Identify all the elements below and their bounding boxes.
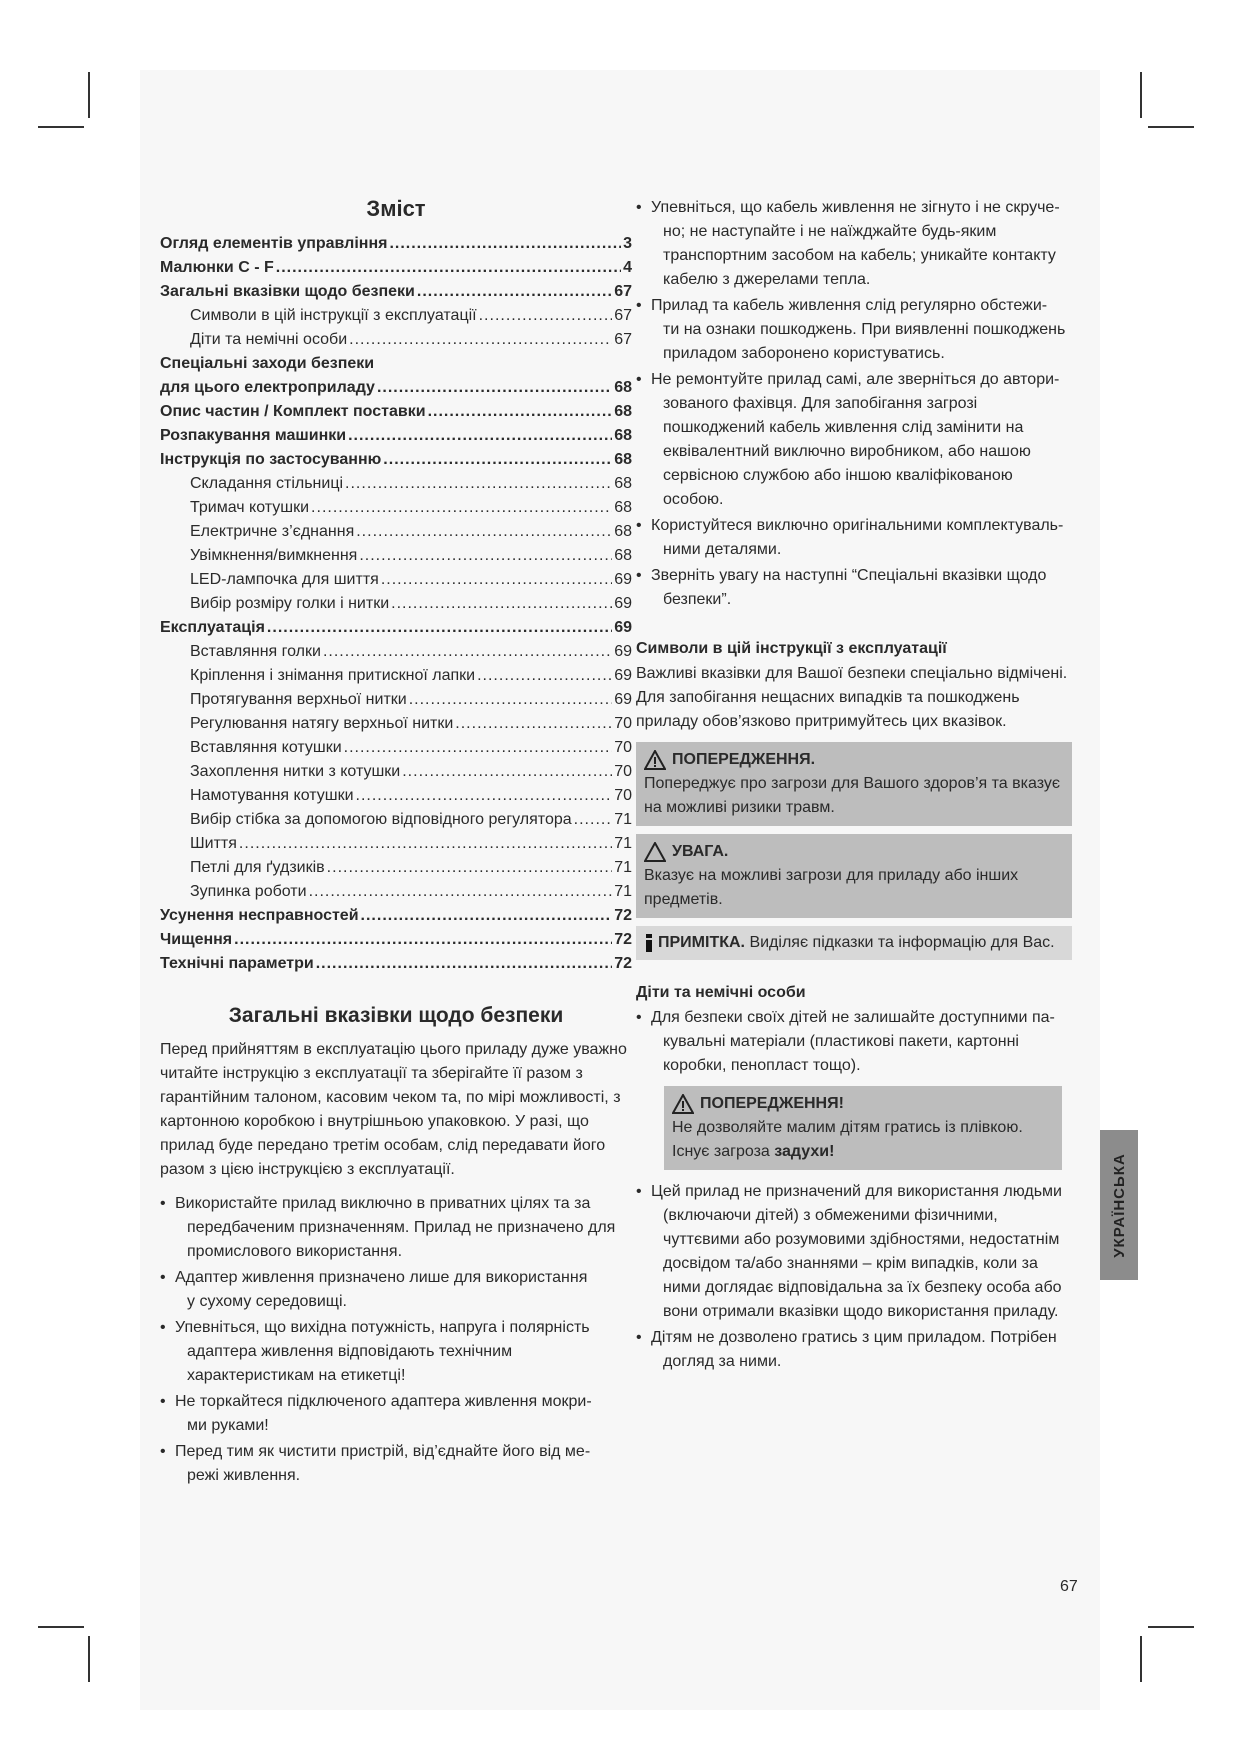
toc-entry <box>160 400 632 424</box>
list-item: • Зверніть увагу на наступні “Спеціальні вказівки щодо безпеки”. <box>636 564 1072 612</box>
crop-mark <box>1148 1626 1194 1628</box>
toc-entry-text: Загальні вказівки щодо безпеки <box>160 283 415 300</box>
toc-entry-text: Діти та немічні особи <box>190 331 348 348</box>
crop-mark <box>1140 72 1142 118</box>
toc-entry-text: Захоплення нитки з котушки <box>190 763 401 780</box>
toc-entry-page: 69 <box>614 595 632 612</box>
toc-leader-dots <box>455 712 612 736</box>
toc-entry-page: 68 <box>614 475 632 492</box>
warning-box <box>636 742 1072 826</box>
toc-leader-dots <box>345 472 612 496</box>
toc-entry-page: 70 <box>614 739 632 756</box>
toc-entry <box>160 376 632 400</box>
list-item: • Перед тим як чистити пристрій, від’єднайте його від ме- режі живлення. <box>160 1440 632 1488</box>
toc-leader-dots <box>359 544 612 568</box>
toc-entry <box>160 736 632 760</box>
toc-leader-dots <box>316 952 612 976</box>
crop-mark <box>1148 126 1194 128</box>
toc-entry-text: Розпакування машинки <box>160 427 347 444</box>
toc-leader-dots <box>323 640 612 664</box>
warning2-title: ПОПЕРЕДЖЕННЯ! <box>700 1095 844 1112</box>
toc-entry-page: 71 <box>614 835 632 852</box>
toc-entry-text: LED-лампочка для шиття <box>190 571 379 588</box>
toc-entry-text: Петлі для ґудзиків <box>190 859 325 876</box>
crop-mark <box>88 1636 90 1682</box>
toc-leader-dots <box>239 832 612 856</box>
toc-entry <box>160 760 632 784</box>
symbols-text: Важливі вказівки для Вашої безпеки спеціально відмічені. Для запобігання нещасних випадків та пошкоджень приладу обов’язково притримуйтесь цих вказівок. <box>636 665 1068 730</box>
note-box <box>636 926 1072 960</box>
list-item: • Упевніться, що вихідна потужність, напруга і полярність адаптера живлення відповідають технічним характеристикам на етикетці! <box>160 1316 632 1388</box>
toc-entry-text: Регулювання натягу верхньої нитки <box>190 715 454 732</box>
toc-entry <box>160 352 632 376</box>
toc-leader-dots <box>309 880 613 904</box>
toc-leader-dots <box>477 664 612 688</box>
toc-leader-dots <box>428 400 613 424</box>
toc-leader-dots <box>356 520 612 544</box>
toc-entry-page: 70 <box>614 763 632 780</box>
safety-intro: Перед прийняттям в експлуатацію цього приладу дуже уважно читайте інструкцію з експлуатації та зберігайте її разом з гарантійним талоном, касовим чеком та, по мірі можливості, з картонною коробкою і внутрішньою упаковкою. У разі, що прилад буде передано третім особам, слід передавати його разом з цією інструкцією з експлуатації. <box>160 1041 627 1178</box>
caution-title: УВАГА. <box>672 843 729 860</box>
toc-entry <box>160 280 632 304</box>
toc-entry <box>160 928 632 952</box>
toc-entry-text: Опис частин / Комплект поставки <box>160 403 426 420</box>
toc-leader-dots <box>391 592 612 616</box>
toc-entry <box>160 616 632 640</box>
toc-entry-page: 72 <box>614 931 632 948</box>
list-item: • Прилад та кабель живлення слід регулярно обстежи- ти на ознаки пошкоджень. При виявленні пошкоджень приладом заборонено користуватись. <box>636 294 1072 366</box>
toc-entry <box>160 880 632 904</box>
toc-entry-page: 70 <box>614 787 632 804</box>
toc-entry-text: Складання стільниці <box>190 475 344 492</box>
toc-entry <box>160 904 632 928</box>
toc-leader-dots <box>574 808 613 832</box>
toc-entry <box>160 808 632 832</box>
toc-entry-text: Вставляння котушки <box>190 739 342 756</box>
toc-entry <box>160 544 632 568</box>
toc-leader-dots <box>361 904 613 928</box>
toc-entry-page: 72 <box>614 907 632 924</box>
crop-mark <box>88 72 90 118</box>
list-item: • Цей прилад не призначений для використання людьми (включаючи дітей) з обмеженими фізичними, чуттєвими або розумовими здібностями, недостатнім досвідом та/або знаннями – крім випадків, коли за ними доглядає відповідальна за їх безпеку особа або вони отримали вказівки щодо використання приладу. <box>636 1180 1072 1324</box>
safety-bullet-list <box>160 1192 632 1488</box>
toc-entry <box>160 592 632 616</box>
toc-entry-page: 69 <box>614 571 632 588</box>
toc-entry-text: Малюнки C - F <box>160 259 274 276</box>
toc-leader-dots <box>327 856 613 880</box>
cable-bullet-list <box>636 196 1072 612</box>
toc-entry-page: 71 <box>614 859 632 876</box>
toc-entry-page: 68 <box>614 451 632 468</box>
toc-entry <box>160 640 632 664</box>
list-item: • Адаптер живлення призначено лише для використання у сухому середовищі. <box>160 1266 632 1314</box>
caution-box <box>636 834 1072 918</box>
toc-entry-page: 69 <box>614 691 632 708</box>
toc-entry-text: Намотування котушки <box>190 787 354 804</box>
crop-mark <box>38 1626 84 1628</box>
toc-entry-text: Огляд елементів управління <box>160 235 388 252</box>
list-item: • Використайте прилад виключно в приватних цілях та за передбаченим призначенням. Прилад не призначено для промислового використання. <box>160 1192 632 1264</box>
toc-leader-dots <box>234 928 612 952</box>
toc-entry-text: Кріплення і знімання притискної лапки <box>190 667 476 684</box>
note-title: ПРИМІТКА. <box>658 934 745 951</box>
toc-entry-text: Експлуатація <box>160 619 265 636</box>
warning2-box <box>664 1086 1062 1170</box>
toc-leader-dots <box>356 784 613 808</box>
crop-mark <box>38 126 84 128</box>
toc-entry-page: 69 <box>614 667 632 684</box>
toc-entry <box>160 784 632 808</box>
toc-entry <box>160 664 632 688</box>
toc-entry-page: 70 <box>614 715 632 732</box>
toc-leader-dots <box>267 616 612 640</box>
toc-leader-dots <box>348 424 612 448</box>
warning2-text: Не дозволяйте малим дітям гратись із плівкою. Існує загроза <box>672 1119 1023 1160</box>
children-bullet-list <box>636 1180 1072 1374</box>
list-item: • Дітям не дозволено гратись з цим приладом. Потрібен догляд за ними. <box>636 1326 1072 1374</box>
toc-entry <box>160 256 632 280</box>
toc-entry-text: Тримач котушки <box>190 499 310 516</box>
children-heading: Діти та немічні особи <box>636 984 806 1001</box>
toc-entry-page: 72 <box>614 955 632 972</box>
toc-entry-text: Спеціальні заходи безпеки <box>160 355 375 372</box>
warning-triangle-icon <box>644 750 666 770</box>
toc-entry-page: 68 <box>614 403 632 420</box>
toc-entry <box>160 232 632 256</box>
toc-entry <box>160 832 632 856</box>
info-icon <box>644 934 654 952</box>
toc-leader-dots <box>389 232 621 256</box>
toc-leader-dots <box>381 568 612 592</box>
toc-entry <box>160 520 632 544</box>
toc-entry-text: Вибір стібка за допомогою відповідного регулятора <box>190 811 572 828</box>
toc-entry-page: 67 <box>614 283 632 300</box>
list-item: • Не торкайтеся підключеного адаптера живлення мокри- ми руками! <box>160 1390 632 1438</box>
toc-entry <box>160 472 632 496</box>
toc-entry-page: 67 <box>614 331 632 348</box>
toc-entry <box>160 496 632 520</box>
toc-entry <box>160 328 632 352</box>
toc-entry-page: 68 <box>614 547 632 564</box>
toc-entry-text: Вибір розміру голки і нитки <box>190 595 390 612</box>
toc-leader-dots <box>402 760 612 784</box>
toc-entry <box>160 712 632 736</box>
list-item: • Не ремонтуйте прилад самі, але зверніться до автори- зованого фахівця. Для запобігання загрозі пошкоджений кабель живлення слід замінити на еквівалентний виключно виробником, або нашою сервісною службою або іншою кваліфікованою особою. <box>636 368 1072 512</box>
toc-entry-page: 3 <box>623 235 632 252</box>
toc-entry-text: Шиття <box>190 835 237 852</box>
toc-entry-text: Технічні параметри <box>160 955 314 972</box>
toc-entry <box>160 856 632 880</box>
toc-leader-dots <box>311 496 612 520</box>
toc-entry-text: Інструкція по застосуванню <box>160 451 382 468</box>
language-tab: УКРАЇНСЬКА <box>1100 1130 1138 1280</box>
toc-entry <box>160 448 632 472</box>
toc-entry <box>160 568 632 592</box>
toc-entry-page: 69 <box>614 619 632 636</box>
warning-title: ПОПЕРЕДЖЕННЯ. <box>672 751 816 768</box>
list-item: • Упевніться, що кабель живлення не зігнуто і не скруче- но; не наступайте і не наїжджайте будь-яким транспортним засобом на кабель; уникайте контакту кабелю з джерелами тепла. <box>636 196 1072 292</box>
table-of-contents <box>160 232 632 976</box>
toc-leader-dots <box>409 688 612 712</box>
warning-text: Попереджує про загрози для Вашого здоров’я та вказує на можливі ризики травм. <box>644 775 1061 816</box>
toc-title: Зміст <box>366 196 426 221</box>
toc-entry-text: для цього електроприладу <box>160 379 375 396</box>
toc-entry <box>160 688 632 712</box>
toc-entry-page: 68 <box>614 499 632 516</box>
toc-entry-text: Зупинка роботи <box>190 883 307 900</box>
list-item: • Користуйтеся виключно оригінальними комплектуваль- ними деталями. <box>636 514 1072 562</box>
toc-entry-text: Усунення несправностей <box>160 907 359 924</box>
toc-entry <box>160 424 632 448</box>
crop-mark <box>1140 1636 1142 1682</box>
toc-entry-page: 69 <box>614 643 632 660</box>
warning2-bold: задухи! <box>774 1143 835 1160</box>
toc-entry-text: Вставляння голки <box>190 643 321 660</box>
toc-leader-dots <box>349 328 612 352</box>
left-column <box>160 196 632 1490</box>
toc-entry-page: 4 <box>623 259 632 276</box>
warning-triangle-icon <box>672 1094 694 1114</box>
toc-leader-dots <box>417 280 612 304</box>
safety-heading: Загальні вказівки щодо безпеки <box>228 1004 564 1027</box>
toc-entry-text: Символи в цій інструкції з експлуатації <box>190 307 477 324</box>
toc-entry-text: Електричне з’єднання <box>190 523 355 540</box>
toc-entry-text: Увімкнення/вимкнення <box>190 547 358 564</box>
toc-leader-dots <box>377 376 612 400</box>
toc-entry-page: 68 <box>614 379 632 396</box>
right-column <box>636 196 1072 1376</box>
symbols-heading: Символи в цій інструкції з експлуатації <box>636 640 947 657</box>
toc-entry-page: 71 <box>614 883 632 900</box>
toc-entry-page: 67 <box>614 307 632 324</box>
toc-entry-page: 68 <box>614 427 632 444</box>
toc-entry <box>160 304 632 328</box>
caution-text: Вказує на можливі загрози для приладу або інших предметів. <box>644 867 1019 908</box>
caution-triangle-icon <box>644 842 666 862</box>
list-item: • Для безпеки своїх дітей не залишайте доступними па- кувальні матеріали (пластикові пакети, картонні коробки, пенопласт тощо). <box>636 1006 1072 1078</box>
toc-leader-dots <box>383 448 612 472</box>
toc-leader-dots <box>479 304 613 328</box>
toc-entry-page: 71 <box>614 811 632 828</box>
toc-entry-page: 68 <box>614 523 632 540</box>
toc-entry-text: Чищення <box>160 931 233 948</box>
toc-entry-text: Протягування верхньої нитки <box>190 691 407 708</box>
toc-leader-dots <box>276 256 621 280</box>
page-number: 67 <box>1060 1578 1078 1595</box>
note-text: Виділяє підказки та інформацію для Вас. <box>749 934 1055 951</box>
toc-leader-dots <box>344 736 613 760</box>
toc-entry <box>160 952 632 976</box>
